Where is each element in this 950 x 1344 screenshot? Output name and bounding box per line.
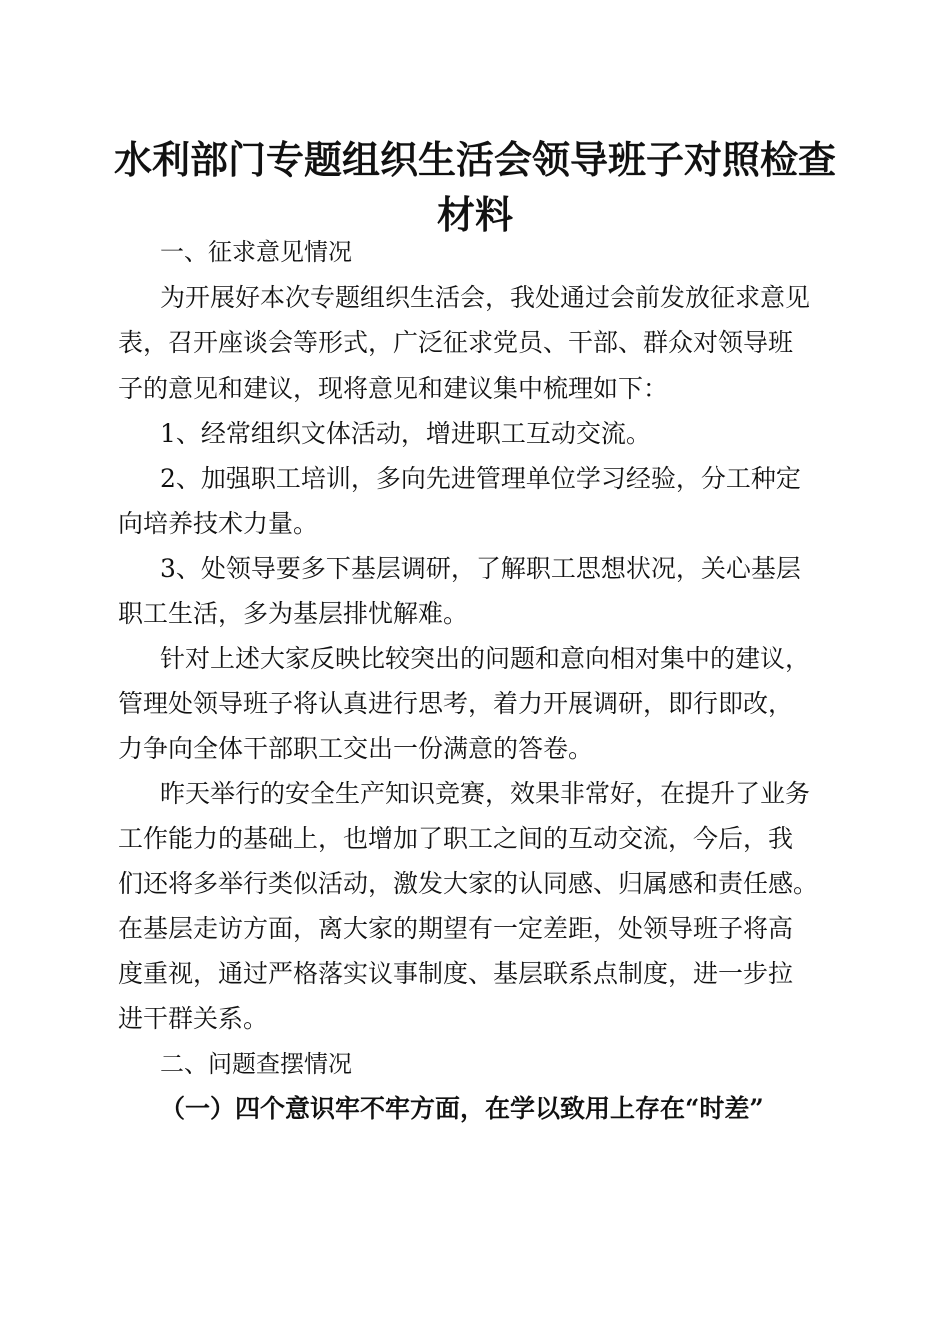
followup-line-5: 度重视，通过严格落实议事制度、基层联系点制度，进一步拉 [118, 959, 794, 988]
section2-heading: 二、问题查摆情况 [160, 1050, 352, 1078]
item-3-line-1: 3、处领导要多下基层调研，了解职工思想状况，关心基层 [160, 554, 801, 583]
item-3-line-2: 职工生活，多为基层排忧解难。 [118, 599, 469, 628]
followup-line-4: 在基层走访方面，离大家的期望有一定差距，处领导班子将高 [118, 914, 794, 943]
response-line-2: 管理处领导班子将认真进行思考，着力开展调研，即行即改， [118, 689, 794, 718]
followup-line-1: 昨天举行的安全生产知识竞赛，效果非常好，在提升了业务 [160, 779, 811, 808]
response-line-3: 力争向全体干部职工交出一份满意的答卷。 [118, 734, 594, 763]
document-title: 水利部门专题组织生活会领导班子对照检查材料 [113, 137, 836, 237]
intro-line-2: 表，召开座谈会等形式，广泛征求党员、干部、群众对领导班 [118, 328, 794, 357]
item-2-line-1: 2、加强职工培训，多向先进管理单位学习经验，分工种定 [160, 464, 801, 493]
followup-line-3: 们还将多举行类似活动，激发大家的认同感、归属感和责任感。 [118, 869, 819, 898]
item-1-line-1: 1、经常组织文体活动，增进职工互动交流。 [160, 419, 651, 448]
intro-line-1: 为开展好本次专题组织生活会，我处通过会前发放征求意见 [160, 283, 811, 312]
section2-sub-heading: （一）四个意识牢不牢方面，在学以致用上存在“时差” [160, 1094, 764, 1123]
intro-line-3: 子的意见和建议，现将意见和建议集中梳理如下： [118, 374, 669, 403]
followup-line-2: 工作能力的基础上，也增加了职工之间的互动交流，今后，我 [118, 824, 794, 853]
response-line-1: 针对上述大家反映比较突出的问题和意向相对集中的建议， [160, 644, 811, 673]
item-2-line-2: 向培养技术力量。 [118, 509, 319, 538]
section1-heading: 一、征求意见情况 [160, 238, 352, 266]
followup-line-6: 进干群关系。 [118, 1004, 269, 1033]
